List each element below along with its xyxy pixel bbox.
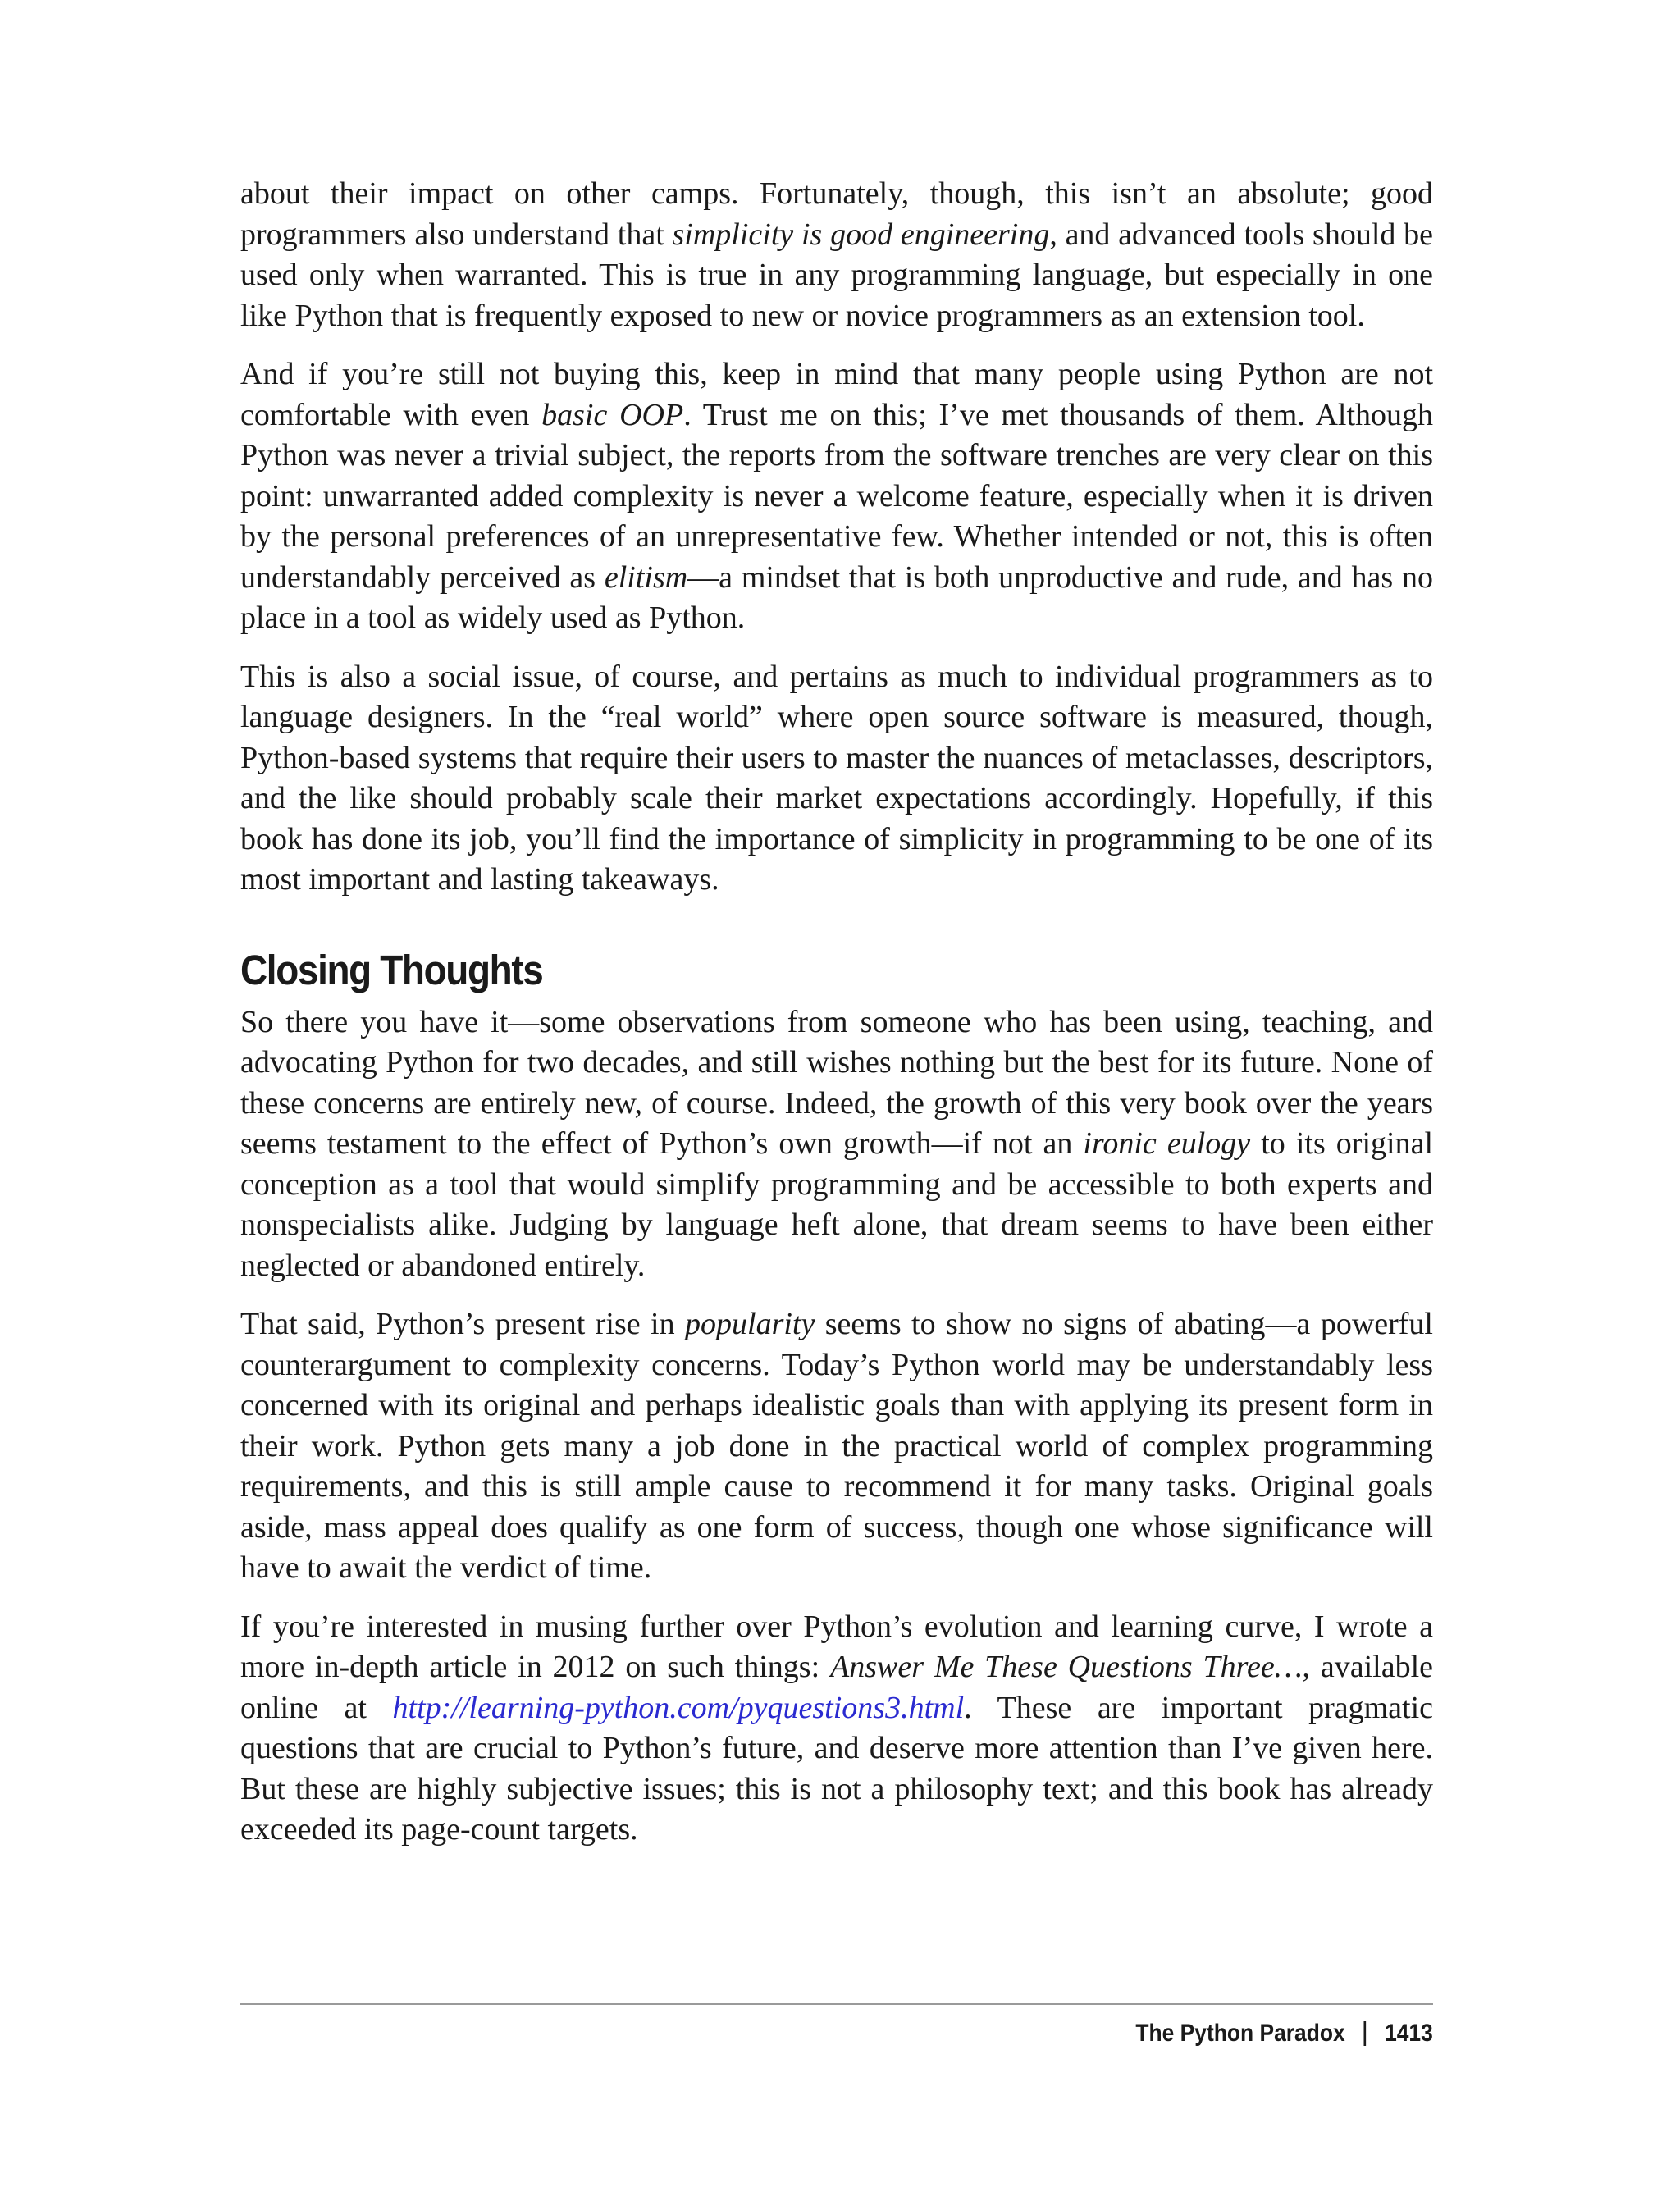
paragraph bbox=[240, 657, 1433, 901]
text-run: —a mindset that is both unproductive and rude, and has no place in a tool as widely used as Python. bbox=[240, 559, 1433, 635]
text-run: So there you have it—some observations from someone who has been using, teaching, and advocating Python for two decades, and still wishes nothing but the best for its future. None of these concerns are entirely new, of course. Indeed, the growth of this very book over the years seems testament to the effect of Python’s own growth—if not an bbox=[240, 1004, 1433, 1161]
text-run: This is also a social issue, of course, and pertains as much to individual programmers as to language designers. In the “real world” where open source software is measured, though, Python-based systems that require their users to master the nuances of metaclasses, descriptors, and the like should probably scale their market expectations accordingly. Hopefully, if this book has done its job, you’ll find the importance of simplicity in programming to be one of its most important and lasting takeaways. bbox=[240, 659, 1433, 897]
page-footer bbox=[1136, 2020, 1433, 2048]
text-run: , and advanced tools should be used only when warranted. This is true in any programming language, but especially in one like Python that is frequently exposed to new or novice programmers as an extension tool. bbox=[240, 217, 1433, 333]
text-run: to its original conception as a tool that would simplify programming and be accessible to both experts and nonspecialists alike. Judging by language heft alone, that dream seems to have been either neglected or abandoned entirely. bbox=[240, 1126, 1433, 1283]
page-number: 1413 bbox=[1385, 2020, 1433, 2047]
emphasis-text: elitism bbox=[604, 559, 688, 595]
footer-rule bbox=[240, 2003, 1433, 2005]
paragraph bbox=[240, 354, 1433, 639]
emphasis-text: simplicity is good engineering bbox=[672, 217, 1050, 252]
text-run: That said, Python’s present rise in bbox=[240, 1307, 686, 1341]
footer-separator bbox=[1364, 2021, 1367, 2046]
paragraph bbox=[240, 1304, 1433, 1589]
emphasis-text: ironic eulogy bbox=[1083, 1126, 1251, 1161]
text-run: And if you’re still not buying this, keep in mind that many people using Python are not comfortable with even bbox=[240, 357, 1433, 432]
running-title: The Python Paradox bbox=[1135, 2020, 1345, 2047]
paragraph bbox=[240, 1002, 1433, 1287]
emphasis-text: popularity bbox=[685, 1307, 815, 1341]
paragraph bbox=[240, 1607, 1433, 1851]
page-body bbox=[240, 174, 1433, 1869]
text-run: , available online at bbox=[240, 1650, 1434, 1725]
body-text-bottom bbox=[240, 1002, 1433, 1851]
paragraph bbox=[240, 174, 1433, 336]
section-heading: Closing Thoughts bbox=[240, 946, 543, 993]
text-run: seems to show no signs of abating—a powerful counterargument to complexity concerns. Today’s Python world may be understandably less concerned with its original and perhaps idealistic goals than with applying its present form in their work. Python gets many a job done in the practical world of complex programming requirements, and this is still ample cause to recommend it for many tasks. Original goals aside, mass appeal does qualify as one form of success, though one whose significance will have to await the verdict of time. bbox=[240, 1307, 1433, 1585]
text-run: . Trust me on this; I’ve met thousands of them. Although Python was never a trivial subject, the reports from the software trenches are very clear on this point: unwarranted added complexity is never a welcome feature, especially when it is driven by the personal preferences of an unrepresentative few. Whether intended or not, this is often understandably perceived as bbox=[240, 397, 1434, 595]
emphasis-text: Answer Me These Questions Three… bbox=[829, 1650, 1303, 1684]
text-run: about their impact on other camps. Fortunately, though, this isn’t an absolute; good programmers also understand that bbox=[240, 176, 1433, 252]
text-run: . These are important pragmatic questions that are crucial to Python’s future, and deserve more attention than I’ve given here. But these are highly subjective issues; this is not a philosophy text; and this book has already exceeded its page-count targets. bbox=[240, 1690, 1434, 1847]
text-run: If you’re interested in musing further over Python’s evolution and learning curve, I wrote a more in-depth article in 2012 on such things: bbox=[240, 1609, 1433, 1684]
body-text-top bbox=[240, 174, 1433, 901]
article-link[interactable]: http://learning-python.com/pyquestions3.html bbox=[392, 1690, 965, 1725]
emphasis-text: basic OOP bbox=[541, 397, 684, 432]
